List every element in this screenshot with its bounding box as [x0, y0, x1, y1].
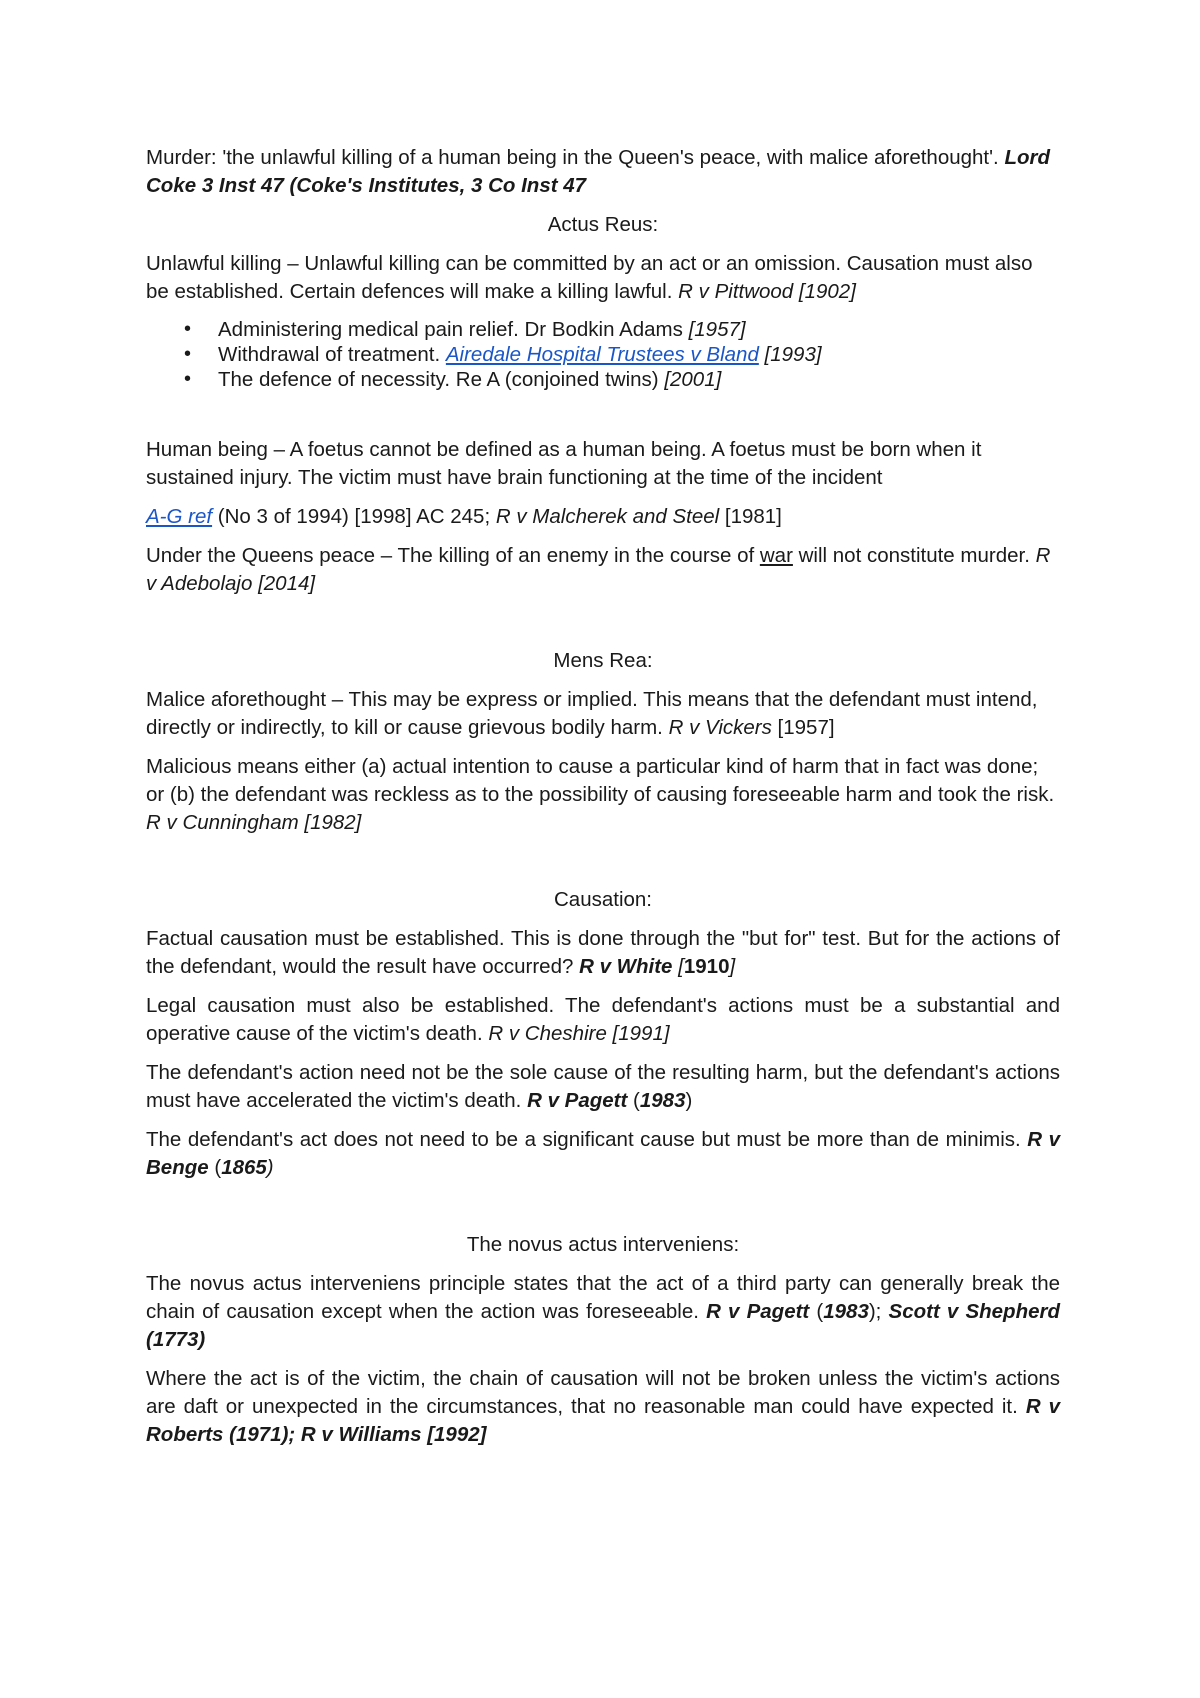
list-item: [218, 367, 1060, 392]
novus-text: The novus actus interveniens principle states that the act of a third party can generally break the chain of causation except when the action was foreseeable.: [146, 1272, 1060, 1323]
bracket: (: [809, 1300, 824, 1323]
spacer: [146, 392, 1060, 436]
queens-peace-paragraph: [146, 542, 1060, 598]
malcherek-year: [1981]: [719, 505, 782, 528]
bullet-case: [2001]: [664, 368, 722, 391]
separator: );: [868, 1300, 889, 1323]
bracket: (: [627, 1089, 640, 1112]
victim-text: Where the act is of the victim, the chain of causation will not be broken unless the victim's actions are daft or unexpected in the circumstances, that no reasonable man could have expected it.: [146, 1367, 1060, 1418]
causation-heading: Causation:: [553, 888, 652, 911]
novus-principle-paragraph: [146, 1270, 1060, 1354]
pagett-case: R v Pagett: [706, 1300, 810, 1323]
de-minimis-text: The defendant's act does not need to be a significant cause but must be more than de minimis.: [146, 1128, 1028, 1151]
victim-act-paragraph: [146, 1365, 1060, 1449]
list-item: [218, 342, 1060, 367]
vickers-case: R v Vickers: [668, 716, 772, 739]
white-year: 1910: [683, 955, 730, 978]
war-word: war: [759, 544, 793, 567]
white-case: R v White: [579, 955, 673, 978]
adebolajo-case: R v Adebolajo [2014]: [146, 544, 1051, 595]
scott-case: Scott v Shepherd (1773): [146, 1300, 1061, 1351]
sole-cause-text: The defendant's action need not be the sole cause of the resulting harm, but the defendant's actions must have accelerated the victim's death.: [146, 1061, 1060, 1112]
bullet-case: [1993]: [758, 343, 822, 366]
cunningham-case: R v Cunningham [1982]: [146, 811, 362, 834]
bracket: ): [266, 1156, 274, 1179]
pagett-year: 1983: [823, 1300, 869, 1323]
queens-peace-text: Under the Queens peace – The killing of an enemy in the course of: [146, 544, 760, 567]
malcherek-case: R v Malcherek and Steel: [495, 505, 720, 528]
malicious-text: Malicious means either (a) actual intention to cause a particular kind of harm that in fact was done; or (b) the defendant was reckless as to the possibility of causing foreseeable harm and took the risk.: [146, 755, 1055, 806]
unlawful-killing-text: Unlawful killing – Unlawful killing can be committed by an act or an omission. Causation must also be established. Certain defences will make a killing lawful.: [146, 252, 1033, 303]
malice-paragraph: [146, 686, 1060, 742]
vickers-year: [1957]: [771, 716, 835, 739]
mens-rea-heading: Mens Rea:: [553, 649, 653, 672]
benge-case: R v Benge: [146, 1128, 1060, 1179]
pagett-case: R v Pagett: [527, 1089, 628, 1112]
unlawful-killing-paragraph: [146, 250, 1060, 306]
legal-text: Legal causation must also be established. The defendant's actions must be a substantial and operative cause of the victim's death.: [146, 994, 1060, 1045]
benge-year: 1865: [221, 1156, 267, 1179]
pagett-year: 1983: [639, 1089, 686, 1112]
bracket: [: [672, 955, 684, 978]
bullet-text: Withdrawal of treatment.: [218, 343, 446, 366]
intro-text: Murder: 'the unlawful killing of a human being in the Queen's peace, with malice aforethought'.: [146, 146, 1005, 169]
intro-paragraph: [146, 144, 1060, 200]
queens-peace-text-2: will not constitute murder.: [792, 544, 1036, 567]
bullet-case: [1957]: [688, 318, 746, 341]
ag-ref-paragraph: [146, 503, 1060, 531]
bracket: ]: [729, 955, 736, 978]
spacer: [146, 848, 1060, 886]
ag-ref-text: (No 3 of 1994) [1998] AC 245;: [212, 505, 496, 528]
spacer: [146, 1193, 1060, 1231]
factual-causation-paragraph: [146, 925, 1060, 981]
roberts-williams-case: R v Roberts (1971); R v Williams [1992]: [146, 1395, 1060, 1446]
bland-case-link[interactable]: Airedale Hospital Trustees v Bland: [445, 343, 759, 366]
bracket: ): [685, 1089, 693, 1112]
cheshire-case: R v Cheshire [1991]: [488, 1022, 670, 1045]
de-minimis-paragraph: [146, 1126, 1060, 1182]
spacer: [146, 609, 1060, 647]
ag-ref-link[interactable]: A-G ref: [146, 505, 213, 528]
novus-heading: The novus actus interveniens:: [466, 1233, 740, 1256]
actus-reus-heading: Actus Reus:: [547, 213, 659, 236]
sole-cause-paragraph: [146, 1059, 1060, 1115]
human-being-paragraph: Human being – A foetus cannot be defined as a human being. A foetus must be born when it sustained injury. The victim must have brain functioning at the time of the incident: [146, 438, 982, 489]
defences-list: [146, 317, 1060, 392]
legal-causation-paragraph: [146, 992, 1060, 1048]
pittwood-case: R v Pittwood [1902]: [678, 280, 856, 303]
malice-text: Malice aforethought – This may be express or implied. This means that the defendant must intend, directly or indirectly, to kill or cause grievous bodily harm.: [146, 688, 1038, 739]
list-item: [218, 317, 1060, 342]
bracket: (: [208, 1156, 222, 1179]
intro-citation: Lord Coke 3 Inst 47 (Coke's Institutes, 3 Co Inst 47: [146, 146, 1050, 197]
malicious-paragraph: [146, 753, 1060, 837]
bullet-text: The defence of necessity. Re A (conjoined twins): [218, 368, 665, 391]
factual-text: Factual causation must be established. This is done through the "but for" test. But for the actions of the defendant, would the result have occurred?: [146, 927, 1060, 978]
bullet-text: Administering medical pain relief. Dr Bodkin Adams: [218, 318, 689, 341]
